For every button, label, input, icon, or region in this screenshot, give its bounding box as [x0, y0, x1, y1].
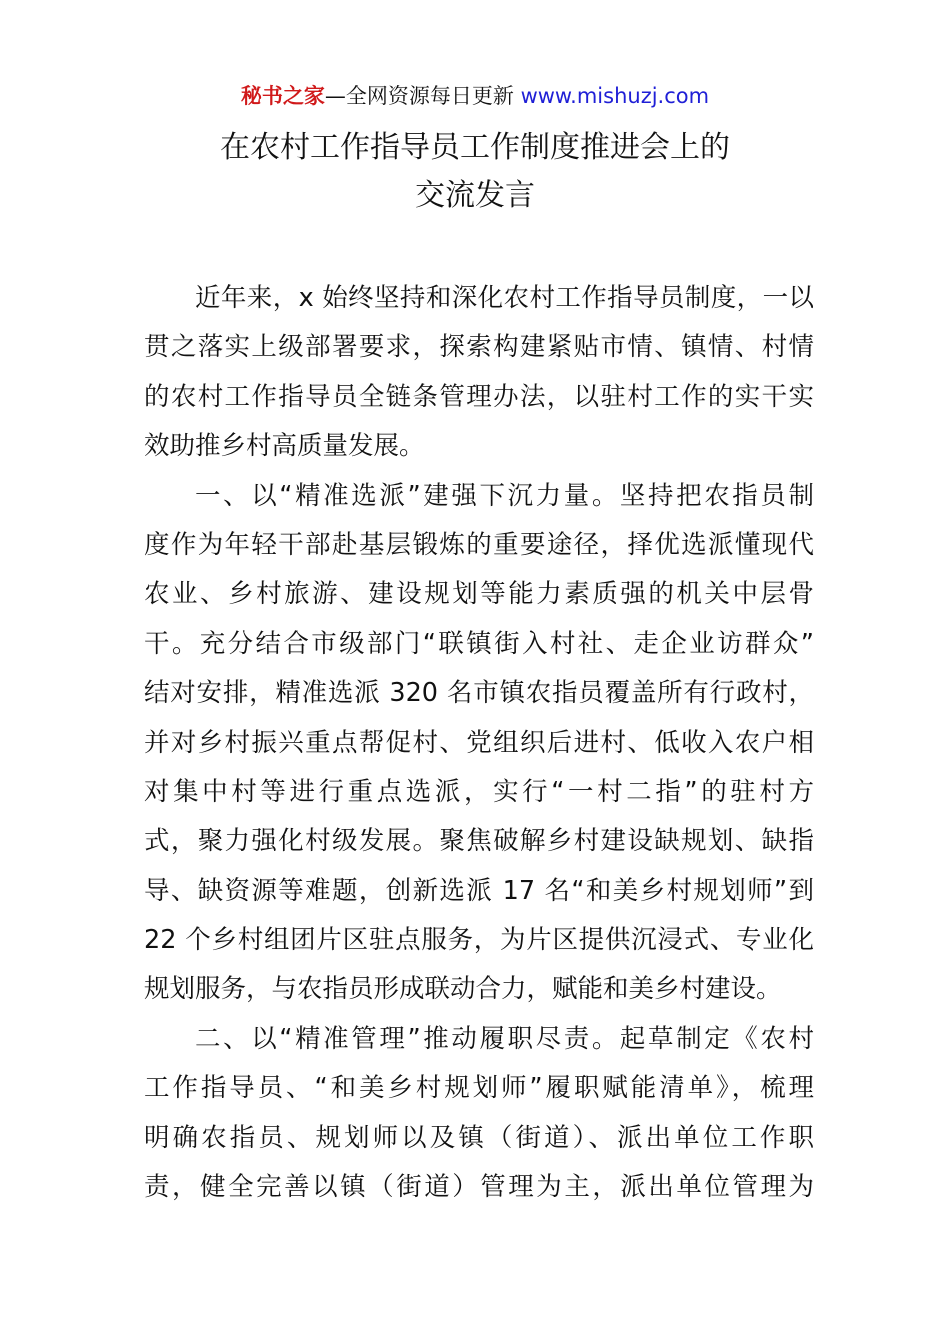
paragraph-2-line: 结对安排，精准选派 320 名市镇农指员覆盖所有行政村，: [144, 678, 814, 709]
paragraph-3-line: 明确农指员、规划师以及镇（街道）、派出单位工作职: [144, 1122, 814, 1153]
header-tagline: —全网资源每日更新: [324, 84, 521, 108]
paragraph-1-line: 效助推乡村高质量发展。: [144, 431, 425, 462]
site-header: [0, 80, 950, 112]
paragraph-3-line: 责，健全完善以镇（街道）管理为主，派出单位管理为: [144, 1172, 814, 1203]
paragraph-1-line: 近年来，x 始终坚持和深化农村工作指导员制度，一以: [195, 283, 814, 313]
paragraph-2-line: 农业、乡村旅游、建设规划等能力素质强的机关中层骨: [144, 579, 814, 610]
paragraph-2-line: 导、缺资源等难题，创新选派 17 名“和美乡村规划师”到: [144, 875, 814, 906]
paragraph-1-line: 贯之落实上级部署要求，探索构建紧贴市情、镇情、村情: [144, 332, 814, 363]
paragraph-2-line: 对集中村等进行重点选派，实行“一村二指”的驻村方: [144, 776, 814, 807]
paragraph-2-line: 规划服务，与农指员形成联动合力，赋能和美乡村建设。: [144, 974, 782, 1005]
paragraph-2-line: 一、以“精准选派”建强下沉力量。坚持把农指员制: [195, 480, 814, 511]
paragraph-2-line: 22 个乡村组团片区驻点服务，为片区提供沉浸式、专业化: [144, 925, 814, 956]
document-title-line-2: 交流发言: [415, 178, 535, 213]
paragraph-1-line: 的农村工作指导员全链条管理办法，以驻村工作的实干实: [144, 381, 814, 412]
paragraph-2-line: 干。充分结合市级部门“联镇街入村社、走企业访群众”: [144, 628, 814, 659]
brand-name: 秘书之家: [240, 84, 325, 108]
document-title-line-1: 在农村工作指导员工作制度推进会上的: [220, 130, 730, 165]
paragraph-2-line: 度作为年轻干部赴基层锻炼的重要途径，择优选派懂现代: [144, 529, 814, 560]
paragraph-2-line: 并对乡村振兴重点帮促村、党组织后进村、低收入农户相: [144, 727, 814, 758]
document-body: [144, 274, 814, 1212]
paragraph-3-line: 二、以“精准管理”推动履职尽责。起草制定《农村: [195, 1023, 814, 1054]
site-url-link[interactable]: www.mishuzj.com: [520, 84, 710, 108]
paragraph-3-line: 工作指导员、“和美乡村规划师”履职赋能清单》，梳理: [144, 1073, 814, 1104]
paragraph-2-line: 式，聚力强化村级发展。聚焦破解乡村建设缺规划、缺指: [144, 826, 814, 857]
